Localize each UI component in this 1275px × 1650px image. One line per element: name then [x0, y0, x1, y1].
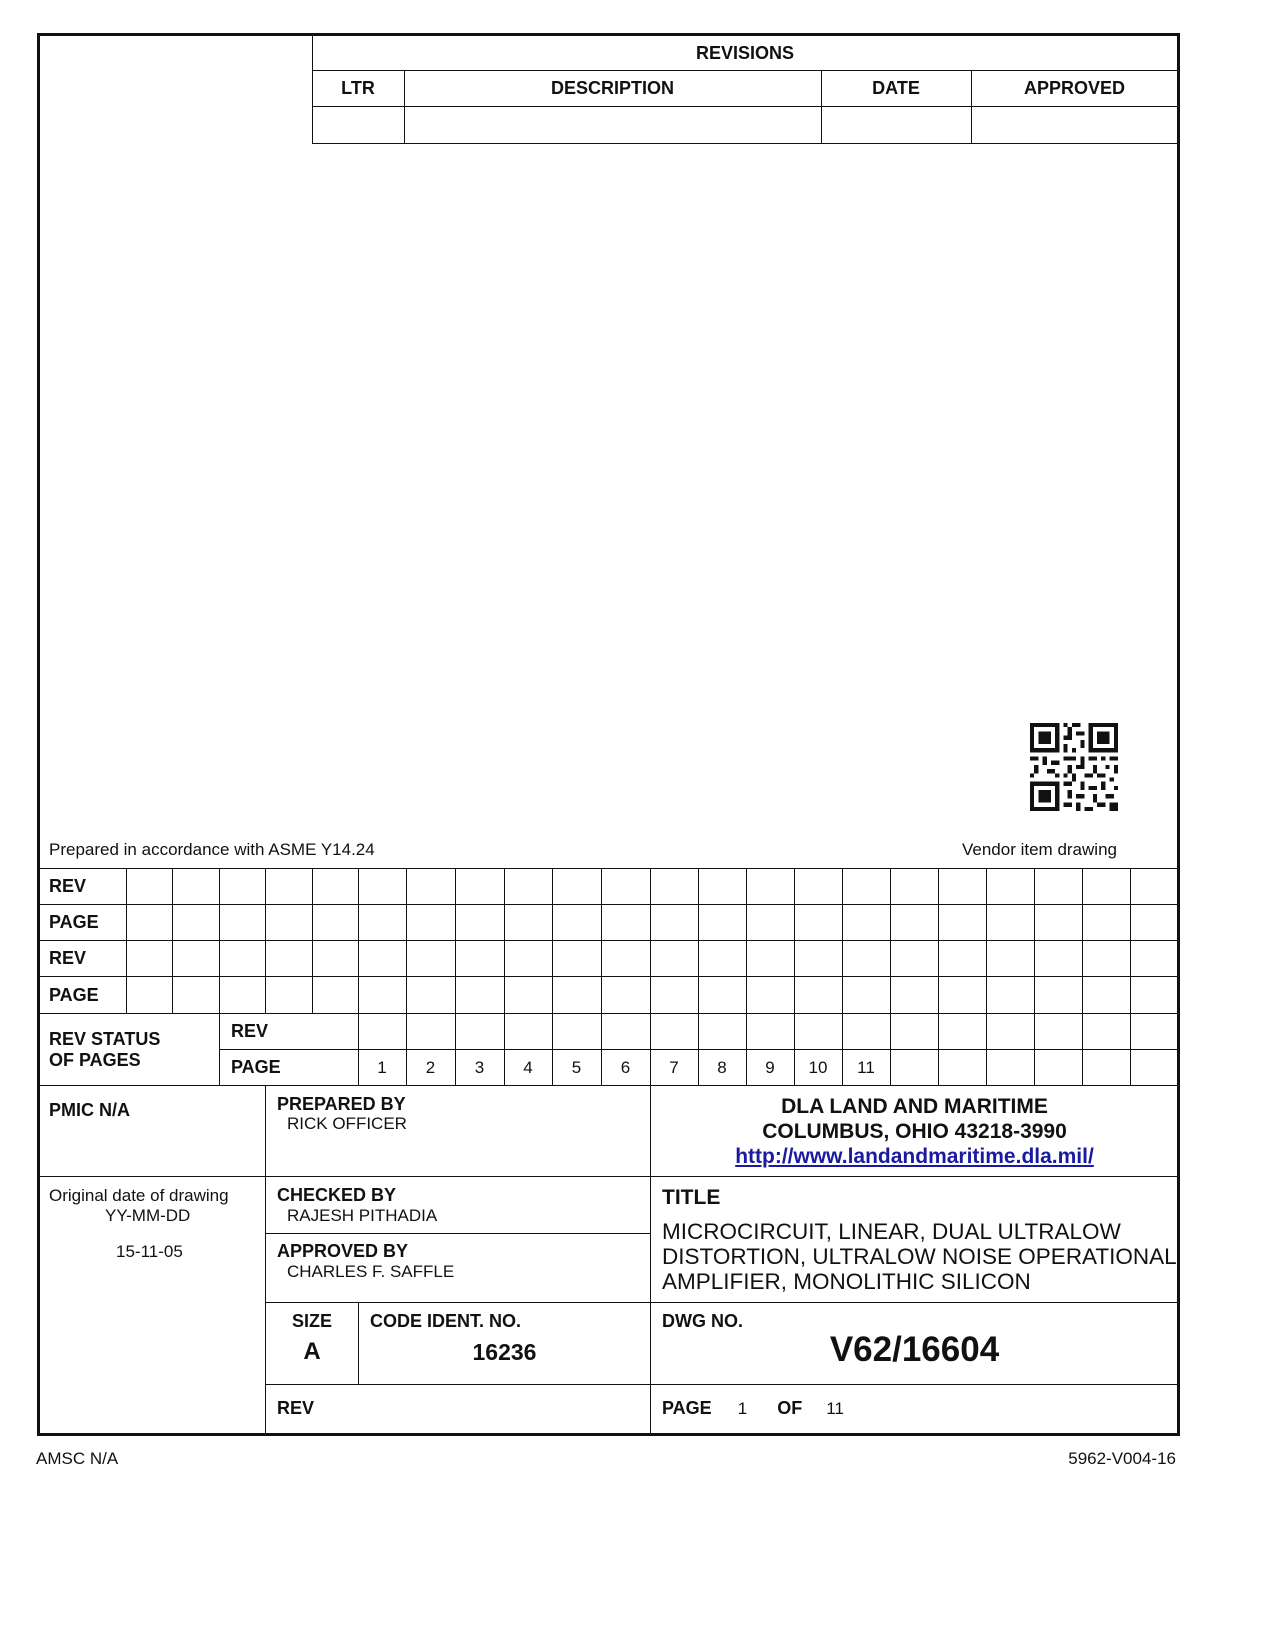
status-grid-line	[1130, 868, 1131, 1085]
title-block-line	[265, 1085, 266, 1434]
status-grid-line	[38, 868, 1178, 869]
rev-row-approved	[971, 107, 1178, 143]
pmic-label: PMIC N/A	[49, 1100, 130, 1120]
status-page-label: PAGE	[231, 1057, 281, 1077]
status-grid-line	[219, 868, 220, 1085]
approved-by-name: CHARLES F. SAFFLE	[287, 1262, 455, 1281]
status-grid-line	[38, 1013, 1178, 1014]
page-label: PAGE	[662, 1398, 712, 1418]
status-grid-line	[986, 868, 987, 1085]
date-format: YY-MM-DD	[105, 1206, 191, 1225]
rev-col-date: DATE	[872, 78, 920, 98]
agency-address: COLUMBUS, OHIO 43218-3990	[762, 1120, 1067, 1143]
page-number: 5	[571, 1057, 582, 1077]
status-grid-line	[265, 868, 266, 1013]
title-block-line	[265, 1302, 1178, 1303]
agency-block	[651, 1094, 1178, 1169]
page-number: 4	[523, 1057, 533, 1077]
page-of-block	[662, 1398, 844, 1419]
title-label: TITLE	[662, 1186, 721, 1209]
status-grid-line	[38, 976, 1178, 977]
title-block-line	[265, 1233, 650, 1234]
of-label: OF	[777, 1398, 803, 1418]
page-number: 11	[857, 1057, 875, 1077]
status-rev-label: REV	[231, 1021, 269, 1041]
rev-status-label-line1: REV STATUS	[49, 1029, 161, 1049]
footer-doc-number: 5962-V004-16	[1068, 1449, 1176, 1468]
rev-row-ltr	[312, 107, 404, 143]
approved-by-label: APPROVED BY	[277, 1241, 409, 1261]
rev-table-line	[312, 143, 1178, 144]
checked-by-name: RAJESH PITHADIA	[287, 1206, 438, 1225]
grid-row-label-rev: REV	[49, 948, 87, 968]
status-grid-line	[172, 868, 173, 1013]
rev-status-label	[49, 1029, 160, 1071]
page-number: 1	[377, 1057, 387, 1077]
dwg-no-value: V62/16604	[829, 1330, 1000, 1369]
status-grid-line	[938, 868, 939, 1085]
bottom-rev-label: REV	[277, 1398, 315, 1418]
status-grid-line	[890, 868, 891, 1085]
page-number: 10	[808, 1057, 828, 1077]
rev-status-label-line2: OF PAGES	[49, 1050, 141, 1070]
qr-code	[1030, 723, 1118, 811]
code-ident-value: 16236	[472, 1339, 537, 1365]
size-label: SIZE	[291, 1311, 332, 1331]
size-value: A	[303, 1338, 321, 1365]
page-total: 11	[826, 1399, 844, 1418]
prepared-by-label: PREPARED BY	[277, 1094, 406, 1114]
agency-name: DLA LAND AND MARITIME	[781, 1095, 1048, 1118]
page-number-current: 1	[737, 1399, 748, 1418]
grid-row-label-page: PAGE	[49, 985, 99, 1005]
rev-row-description	[404, 107, 821, 143]
page-number: 8	[717, 1057, 727, 1077]
code-ident-label: CODE IDENT. NO.	[370, 1311, 522, 1331]
rev-col-description: DESCRIPTION	[550, 78, 674, 98]
dwg-no-label: DWG NO.	[662, 1311, 743, 1331]
status-grid-line	[38, 904, 1178, 905]
page-number: 6	[620, 1057, 631, 1077]
asme-note: Prepared in accordance with ASME Y14.24	[49, 840, 375, 859]
page-number: 3	[474, 1057, 485, 1077]
status-grid-line	[38, 1085, 1178, 1086]
original-date-value: 15-11-05	[116, 1242, 183, 1261]
prepared-by-name: RICK OFFICER	[287, 1114, 407, 1133]
status-grid-line	[1082, 868, 1083, 1085]
grid-row-label-page: PAGE	[49, 912, 99, 932]
agency-url-link[interactable]: http://www.landandmaritime.dla.mil/	[735, 1145, 1094, 1168]
status-grid-line	[312, 868, 313, 1013]
drawing-title-line1: MICROCIRCUIT, LINEAR, DUAL ULTRALOW	[662, 1219, 1121, 1244]
status-grid-line	[1034, 868, 1035, 1085]
drawing-title	[662, 1219, 1177, 1294]
status-grid-line	[126, 868, 127, 1013]
status-grid-line	[38, 940, 1178, 941]
page-number: 7	[669, 1057, 679, 1077]
original-date-label: Original date of drawing	[49, 1186, 229, 1205]
drawing-title-line2: DISTORTION, ULTRALOW NOISE OPERATIONAL	[662, 1244, 1177, 1269]
page-number: 2	[425, 1057, 436, 1077]
drawing-title-line3: AMPLIFIER, MONOLITHIC SILICON	[662, 1269, 1031, 1294]
rev-col-approved: APPROVED	[1023, 78, 1126, 98]
vendor-item-note: Vendor item drawing	[962, 840, 1117, 859]
grid-row-label-rev: REV	[49, 876, 87, 896]
footer-amsc: AMSC N/A	[36, 1449, 119, 1468]
revisions-title: REVISIONS	[695, 42, 795, 63]
title-block-line	[265, 1384, 1178, 1385]
title-block-line	[38, 1176, 1178, 1177]
rev-col-ltr: LTR	[341, 78, 375, 98]
page-number: 9	[765, 1057, 775, 1077]
checked-by-label: CHECKED BY	[277, 1185, 397, 1205]
rev-row-date	[821, 107, 971, 143]
